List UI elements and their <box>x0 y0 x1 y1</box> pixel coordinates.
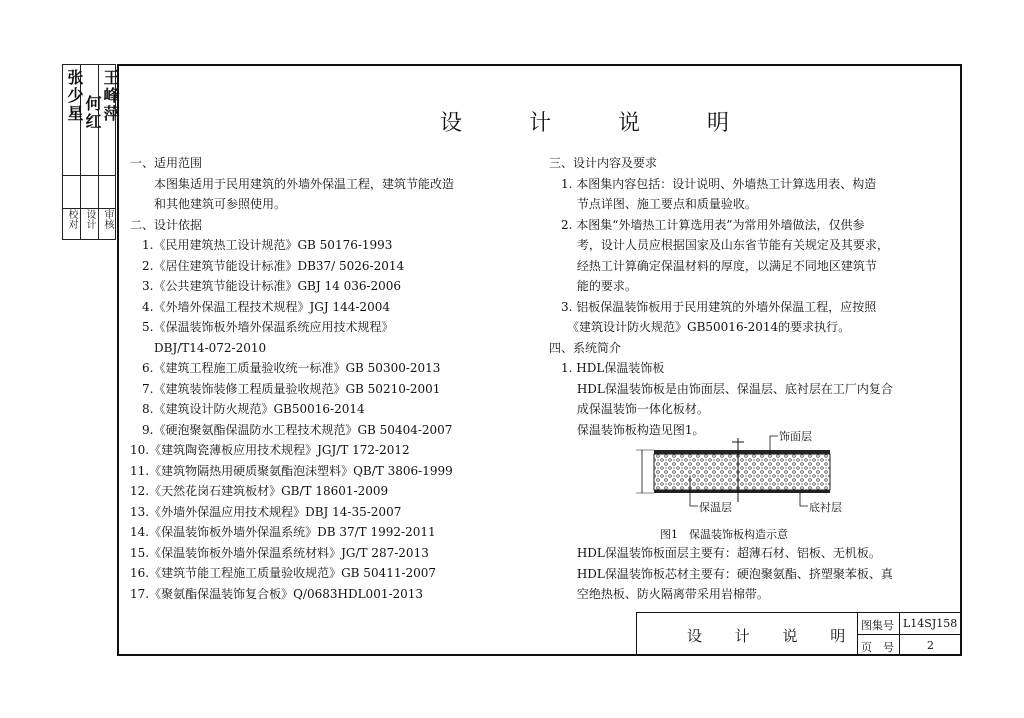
text-line: 10.《建筑陶瓷薄板应用技术规程》JGJ/T 172-2012 <box>130 443 410 457</box>
leader-finish <box>770 436 778 452</box>
right-column-bottom <box>549 543 893 605</box>
text-line: 保温装饰板构造见图1。 <box>549 422 705 437</box>
text-line: 成保温装饰一体化板材。 <box>549 402 709 416</box>
text-line: 本图集适用于民用建筑的外墙外保温工程，建筑节能改造 <box>130 176 455 191</box>
side-approval-box <box>62 64 120 240</box>
label-insulation-layer: 保温层 <box>699 501 732 514</box>
side-label-check: 校对 <box>66 209 77 229</box>
atlas-number: L14SJ158 <box>903 617 958 630</box>
text-line: 7.《建筑装饰装修工程质量验收规范》GB 50210-2001 <box>130 381 441 396</box>
text-line: 11.《建筑物隔热用硬质聚氨酯泡沫塑料》QB/T 3806-1999 <box>130 463 453 478</box>
title-block-title: 设 计 说 明 <box>687 627 860 645</box>
text-line: 空绝热板、防火隔离带采用岩棉带。 <box>549 587 769 601</box>
text-line: 15.《保温装饰板外墙外保温系统材料》JG/T 287-2013 <box>130 545 429 560</box>
diagram-caption: 图1 保温装饰板构造示意 <box>660 528 788 541</box>
text-line: 6.《建筑工程施工质量验收统一标准》GB 50300-2013 <box>130 361 441 375</box>
side-label-design: 设计 <box>84 209 95 229</box>
board-structure-diagram <box>620 426 860 526</box>
text-line: DBJ/T14-072-2010 <box>130 340 267 355</box>
text-line: 二、设计依据 <box>130 217 203 232</box>
text-line: HDL保温装饰板芯材主要有：硬泡聚氨酯、挤塑聚苯板、真 <box>549 566 893 581</box>
insulation-layer <box>654 454 830 490</box>
text-line: 节点详图、施工要点和质量验收。 <box>549 197 757 211</box>
backing-layer <box>654 490 830 493</box>
signature-review: 王峰萍 <box>101 69 120 123</box>
page-title: 设 计 说 明 <box>440 111 759 136</box>
text-line: 2.《居住建筑节能设计标准》DB37/ 5026-2014 <box>130 258 405 273</box>
text-line: 1.《民用建筑热工设计规范》GB 50176-1993 <box>130 238 393 252</box>
text-line: 2. 本图集“外墙热工计算选用表”为常用外墙做法，仅供参 <box>549 217 865 232</box>
signature-check: 张少星 <box>65 69 84 123</box>
text-line: 考，设计人员应根据国家及山东省节能有关规定及其要求， <box>549 238 889 252</box>
finish-layer <box>654 450 830 454</box>
text-line: 和其他建筑可参照使用。 <box>130 197 287 211</box>
signature-design: 何红 <box>83 95 102 131</box>
text-line: HDL保温装饰板面层主要有：超薄石材、铝板、无机板。 <box>549 546 881 560</box>
text-line: 8.《建筑设计防火规范》GB50016-2014 <box>130 402 365 416</box>
side-label-review: 审核 <box>102 209 113 229</box>
page-label: 页 号 <box>861 641 894 654</box>
text-line: 一、适用范围 <box>130 156 203 170</box>
text-line: 5.《保温装饰板外墙外保温系统应用技术规程》 <box>130 320 394 334</box>
text-line: 3.《公共建筑节能设计标准》GBJ 14 036-2006 <box>130 279 402 293</box>
text-line: 能的要求。 <box>549 279 637 293</box>
text-line: 9.《硬泡聚氨酯保温防水工程技术规范》GB 50404-2007 <box>130 422 453 437</box>
text-line: 14.《保温装饰板外墙外保温系统》DB 37/T 1992-2011 <box>130 525 436 539</box>
text-line: HDL保温装饰板是由饰面层、保温层、底衬层在工厂内复合 <box>549 381 893 396</box>
text-line: 经热工计算确定保温材料的厚度，以满足不同地区建筑节 <box>549 258 877 273</box>
text-line: 《建筑设计防火规范》GB50016-2014的要求执行。 <box>549 320 851 334</box>
title-block <box>636 612 962 656</box>
label-backing-layer: 底衬层 <box>809 501 842 514</box>
text-line: 13.《外墙外保温应用技术规程》DBJ 14-35-2007 <box>130 504 402 519</box>
leader-backing <box>800 492 808 506</box>
page-number: 2 <box>927 639 934 652</box>
text-line: 12.《天然花岗石建筑板材》GB/T 18601-2009 <box>130 484 389 498</box>
text-line: 16.《建筑节能工程施工质量验收规范》GB 50411-2007 <box>130 566 437 580</box>
right-column <box>549 153 893 440</box>
atlas-label: 图集号 <box>861 619 894 632</box>
text-line: 17.《聚氨酯保温装饰复合板》Q/0683HDL001-2013 <box>130 586 424 601</box>
label-finish-layer: 饰面层 <box>779 430 812 443</box>
text-line: 四、系统简介 <box>549 340 622 355</box>
text-line: 3. 铝板保温装饰板用于民用建筑的外墙外保温工程，应按照 <box>549 299 877 314</box>
left-column <box>130 153 454 604</box>
text-line: 1. 本图集内容包括：设计说明、外墙热工计算选用表、构造 <box>549 176 877 191</box>
text-line: 4.《外墙外保温工程技术规程》JGJ 144-2004 <box>130 299 390 314</box>
text-line: 1. HDL保温装饰板 <box>549 361 665 375</box>
text-line: 三、设计内容及要求 <box>549 156 658 170</box>
